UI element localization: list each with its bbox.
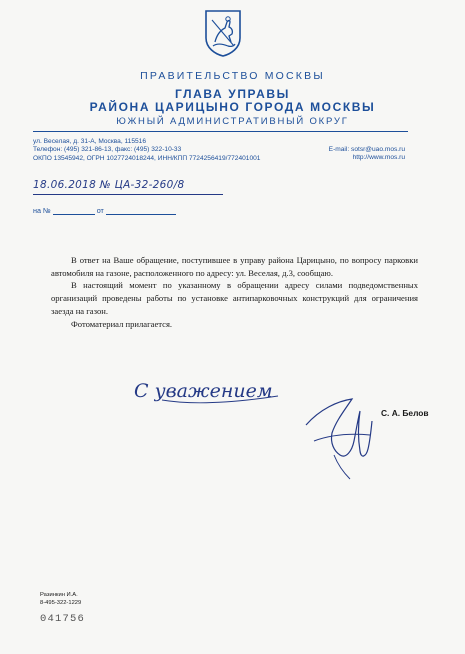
reference-number-blank	[53, 206, 95, 215]
registration-underline	[33, 194, 223, 195]
codes-text: ОКПО 13545942, ОГРН 1027724018244, ИНН/КПП 7724256419/772401001	[33, 154, 261, 162]
authority-title-line2: РАЙОНА ЦАРИЦЫНО ГОРОДА МОСКВЫ	[89, 100, 376, 114]
letter-body	[51, 254, 418, 330]
executor-phone: 8-495-322-1229	[40, 600, 82, 606]
signer-name: С. А. Белов	[381, 408, 429, 418]
registration-number-handwritten: 18.06.2018 № ЦА-32-260/8	[33, 179, 185, 191]
authority-title-line1: ГЛАВА УПРАВЫ	[175, 87, 290, 101]
letter-paragraph: В ответ на Ваше обращение, поступившее в управу района Царицыно, по вопросу парковки автомобиля на газоне, расположенного по адресу: ул. Веселая, д.3, сообщаю.	[51, 255, 418, 278]
executor-block	[40, 591, 81, 607]
letter-paragraph: В настоящий момент по указанному в обращении адресу силами подведомственных организаций проведены работы по установке антипарковочных конструкций для ограничения заезда на газон.	[51, 280, 418, 316]
okrug-heading: ЮЖНЫЙ АДМИНИСТРАТИВНЫЙ ОКРУГ	[116, 116, 349, 127]
website-link[interactable]: http://www.mos.ru	[352, 154, 405, 162]
reference-line	[33, 206, 176, 215]
email-link[interactable]: E-mail: sotsr@uao.mos.ru	[328, 146, 405, 153]
reference-date-label: от	[96, 206, 104, 215]
moscow-coat-of-arms-icon	[203, 8, 243, 58]
closing-handwritten	[132, 369, 282, 411]
form-serial-number: 041756	[40, 613, 86, 625]
signature-icon	[300, 395, 380, 480]
phone-text: Телефон: (495) 321-86-13, факс: (495) 322-10-33	[33, 146, 182, 154]
reference-number-label: на №	[33, 206, 51, 215]
header-divider	[33, 131, 408, 132]
contacts-online	[329, 146, 405, 163]
contacts-block	[33, 138, 260, 163]
svg-text:С уважением: С уважением	[134, 380, 273, 402]
executor-name: Разинкин И.А.	[40, 592, 78, 598]
address-text: ул. Веселая, д. 31-А, Москва, 115516	[33, 138, 147, 145]
reference-date-blank	[106, 206, 176, 215]
letter-paragraph: Фотоматериал прилагается.	[71, 318, 173, 329]
government-heading: ПРАВИТЕЛЬСТВО МОСКВЫ	[140, 70, 325, 82]
